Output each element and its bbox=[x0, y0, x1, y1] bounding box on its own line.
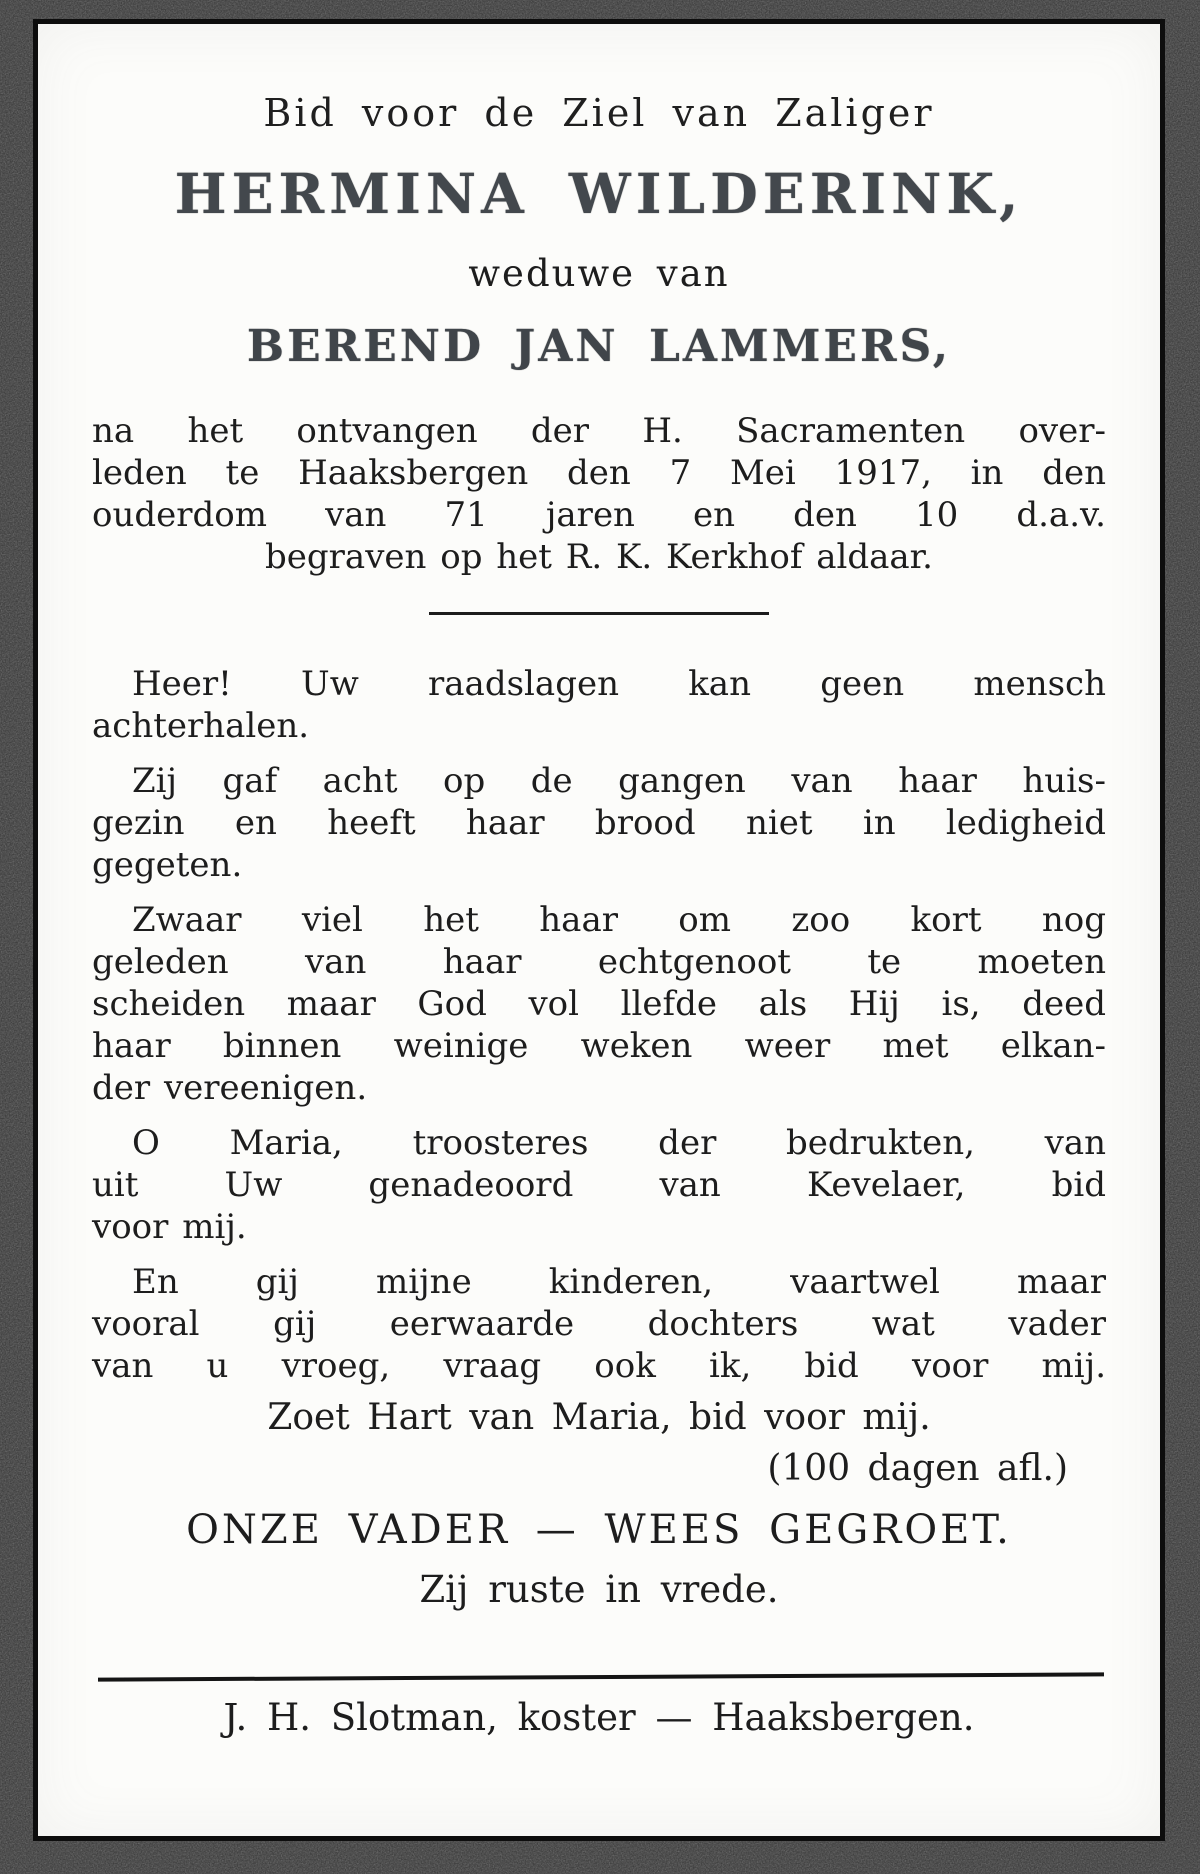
text-line: voor mij. bbox=[92, 1207, 247, 1247]
text-line: leden te Haaksbergen den 7 Mei 1917, in den bbox=[92, 453, 1106, 493]
prayer-paragraph bbox=[92, 899, 1106, 1109]
text-line: scheiden maar God vol llefde als Hij is, deed bbox=[92, 984, 1106, 1024]
sweet-heart-line: Zoet Hart van Maria, bid voor mij. bbox=[267, 1397, 931, 1438]
husband-name: BEREND JAN LAMMERS, bbox=[246, 321, 952, 372]
text-line: En gij mijne kinderen, vaartwel maar bbox=[132, 1262, 1106, 1302]
text-line: achterhalen. bbox=[92, 706, 310, 746]
footer-divider bbox=[98, 1672, 1104, 1681]
death-notice-paragraph bbox=[92, 410, 1106, 578]
intro-line: Bid voor de Ziel van Zaliger bbox=[263, 91, 935, 135]
text-line: Zij gaf acht op de gangen van haar huis- bbox=[132, 761, 1106, 801]
text-line: gezin en heeft haar brood niet in ledigheid bbox=[92, 803, 1106, 843]
text-line: O Maria, troosteres der bedrukten, van bbox=[132, 1123, 1106, 1163]
text-line: na het ontvangen der H. Sacramenten over- bbox=[92, 411, 1106, 451]
text-line: haar binnen weinige weken weer met elkan- bbox=[92, 1026, 1106, 1066]
text-line: Zwaar viel het haar om zoo kort nog bbox=[132, 900, 1106, 940]
prayer-paragraph bbox=[92, 663, 1106, 747]
rest-in-peace-line: Zij ruste in vrede. bbox=[419, 1568, 779, 1611]
prayer-paragraph bbox=[92, 760, 1106, 886]
text-line: begraven op het R. K. Kerkhof aldaar. bbox=[265, 537, 933, 577]
text-line: van u vroeg, vraag ook ik, bid voor mij. bbox=[92, 1346, 1106, 1386]
text-line: geleden van haar echtgenoot te moeten bbox=[92, 942, 1106, 982]
text-line: uit Uw genadeoord van Kevelaer, bid bbox=[92, 1165, 1106, 1205]
widow-of-label: weduwe van bbox=[468, 252, 730, 295]
text-line: vooral gij eerwaarde dochters wat vader bbox=[92, 1304, 1106, 1344]
text-line: der vereenigen. bbox=[92, 1068, 368, 1108]
prayer-paragraph bbox=[92, 1122, 1106, 1248]
text-line: gegeten. bbox=[92, 845, 243, 885]
section-divider bbox=[429, 612, 769, 615]
prayer-paragraph bbox=[92, 1261, 1106, 1387]
prayer-text-block bbox=[92, 663, 1106, 1387]
prayers-line: ONZE VADER — WEES GEGROET. bbox=[186, 1507, 1012, 1553]
text-line: ouderdom van 71 jaren en den 10 d.a.v. bbox=[92, 495, 1106, 535]
memorial-card bbox=[38, 24, 1160, 1836]
deceased-name: HERMINA WILDERINK, bbox=[174, 161, 1024, 226]
text-line: Heer! Uw raadslagen kan geen mensch bbox=[132, 664, 1106, 704]
indulgence-note: (100 dagen afl.) bbox=[767, 1448, 1068, 1489]
printer-credit: J. H. Slotman, koster — Haaksbergen. bbox=[223, 1696, 975, 1739]
